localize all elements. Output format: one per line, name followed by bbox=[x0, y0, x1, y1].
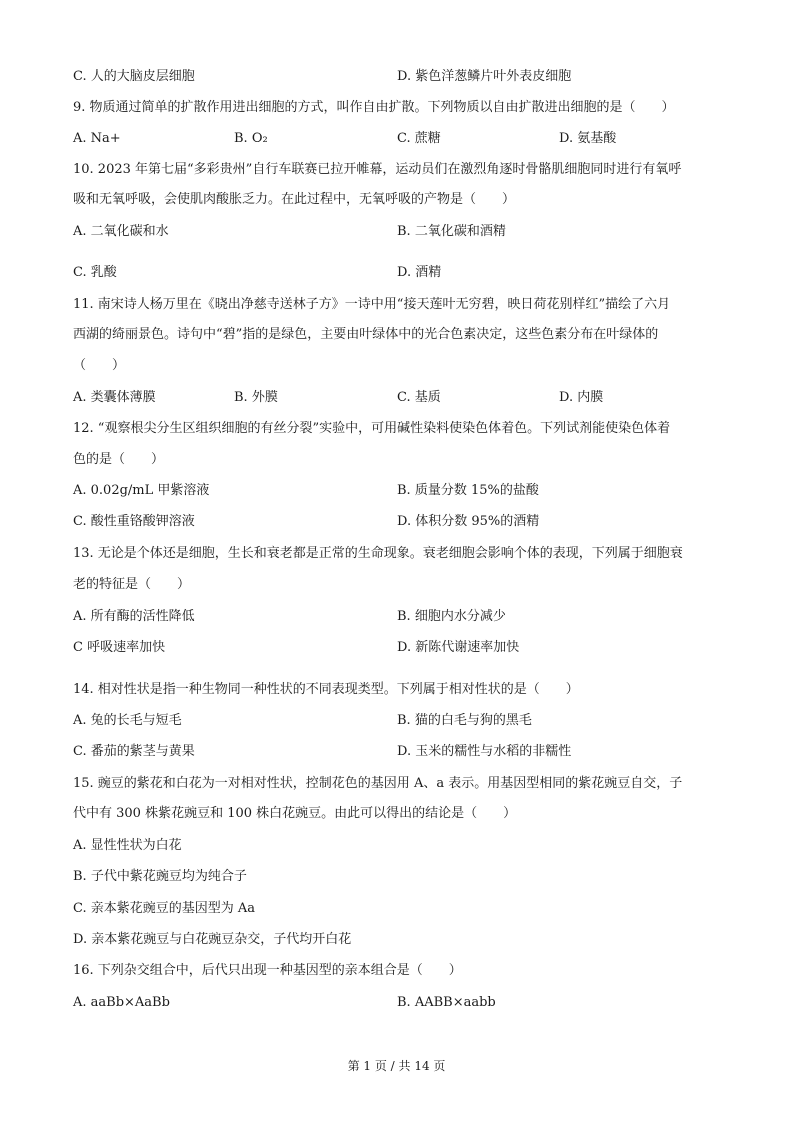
q13-option-d: D. 新陈代谢速率加快 bbox=[397, 640, 520, 655]
q11-option-a: A. 类囊体薄膜 bbox=[73, 390, 156, 405]
q9-stem: 9. 物质通过简单的扩散作用进出细胞的方式，叫作自由扩散。下列物质以自由扩散进出细胞的是（ ） bbox=[73, 100, 675, 115]
q10-stem-line2: 吸和无氧呼吸，会使肌肉酸胀乏力。在此过程中，无氧呼吸的产物是（ ） bbox=[73, 192, 516, 207]
q12-option-c: C. 酸性重铬酸钾溶液 bbox=[73, 514, 195, 529]
q10-option-d: D. 酒精 bbox=[397, 265, 442, 280]
q14-option-c: C. 番茄的紫茎与黄果 bbox=[73, 744, 195, 759]
q13-stem-line2: 老的特征是（ ） bbox=[73, 577, 191, 592]
q12-option-b: B. 质量分数 15%的盐酸 bbox=[397, 483, 539, 498]
q12-stem-line1: 12. “观察根尖分生区组织细胞的有丝分裂”实验中，可用碱性染料使染色体着色。下列试剂能使染色体着 bbox=[73, 421, 671, 436]
q8-option-d: D. 紫色洋葱鳞片叶外表皮细胞 bbox=[397, 69, 572, 84]
q9-option-c: C. 蔗糖 bbox=[397, 131, 441, 146]
q11-option-c: C. 基质 bbox=[397, 390, 441, 405]
q10-option-c: C. 乳酸 bbox=[73, 265, 117, 280]
page-footer: 第 1 页 / 共 14 页 bbox=[347, 1059, 446, 1073]
q14-stem: 14. 相对性状是指一种生物同一种性状的不同表现类型。下列属于相对性状的是（ ） bbox=[73, 682, 579, 697]
q11-option-d: D. 内膜 bbox=[559, 390, 604, 405]
q11-option-b: B. 外膜 bbox=[234, 390, 278, 405]
q10-option-a: A. 二氧化碳和水 bbox=[73, 224, 169, 239]
q16-option-a: A. aaBb×AaBb bbox=[73, 995, 170, 1010]
q16-option-b: B. AABB×aabb bbox=[397, 995, 496, 1010]
q8-option-c: C. 人的大脑皮层细胞 bbox=[73, 69, 195, 84]
q13-option-c: C 呼吸速率加快 bbox=[73, 640, 166, 655]
q11-stem-line1: 11. 南宋诗人杨万里在《晓出净慈寺送林子方》一诗中用“接天莲叶无穷碧，映日荷花别样红”描绘了六月 bbox=[73, 297, 671, 312]
q12-option-d: D. 体积分数 95%的酒精 bbox=[397, 514, 540, 529]
q9-option-a: A. Na+ bbox=[73, 131, 121, 146]
q14-option-d: D. 玉米的糯性与水稻的非糯性 bbox=[397, 744, 572, 759]
q13-stem-line1: 13. 无论是个体还是细胞，生长和衰老都是正常的生命现象。衰老细胞会影响个体的表现，下列属于细胞衰 bbox=[73, 546, 683, 561]
q15-option-c: C. 亲本紫花豌豆的基因型为 Aa bbox=[73, 901, 256, 916]
q11-stem-line3: （ ） bbox=[73, 358, 126, 373]
q13-option-b: B. 细胞内水分减少 bbox=[397, 609, 506, 624]
q16-stem: 16. 下列杂交组合中，后代只出现一种基因型的亲本组合是（ ） bbox=[73, 963, 462, 978]
q15-stem-line1: 15. 豌豆的紫花和白花为一对相对性状，控制花色的基因用 A、a 表示。用基因型相同的紫花豌豆自交，子 bbox=[73, 776, 683, 791]
q13-option-a: A. 所有酶的活性降低 bbox=[73, 609, 195, 624]
q14-option-a: A. 兔的长毛与短毛 bbox=[73, 713, 182, 728]
q15-option-d: D. 亲本紫花豌豆与白花豌豆杂交，子代均开白花 bbox=[73, 932, 352, 947]
q14-option-b: B. 猫的白毛与狗的黑毛 bbox=[397, 713, 532, 728]
q12-stem-line2: 色的是（ ） bbox=[73, 452, 165, 467]
q15-option-b: B. 子代中紫花豌豆均为纯合子 bbox=[73, 869, 247, 884]
q11-stem-line2: 西湖的绮丽景色。诗句中“碧”指的是绿色，主要由叶绿体中的光合色素决定，这些色素分布在叶绿体的 bbox=[73, 327, 659, 342]
q9-option-d: D. 氨基酸 bbox=[559, 131, 617, 146]
q15-stem-line2: 代中有 300 株紫花豌豆和 100 株白花豌豆。由此可以得出的结论是（ ） bbox=[73, 806, 517, 821]
q10-stem-line1: 10. 2023 年第七届“多彩贵州”自行车联赛已拉开帷幕，运动员们在激烈角逐时骨骼肌细胞同时进行有氧呼 bbox=[73, 162, 682, 177]
q9-option-b: B. O₂ bbox=[234, 131, 268, 146]
q15-option-a: A. 显性性状为白花 bbox=[73, 838, 182, 853]
q10-option-b: B. 二氧化碳和酒精 bbox=[397, 224, 506, 239]
q12-option-a: A. 0.02g/mL 甲紫溶液 bbox=[73, 483, 210, 498]
